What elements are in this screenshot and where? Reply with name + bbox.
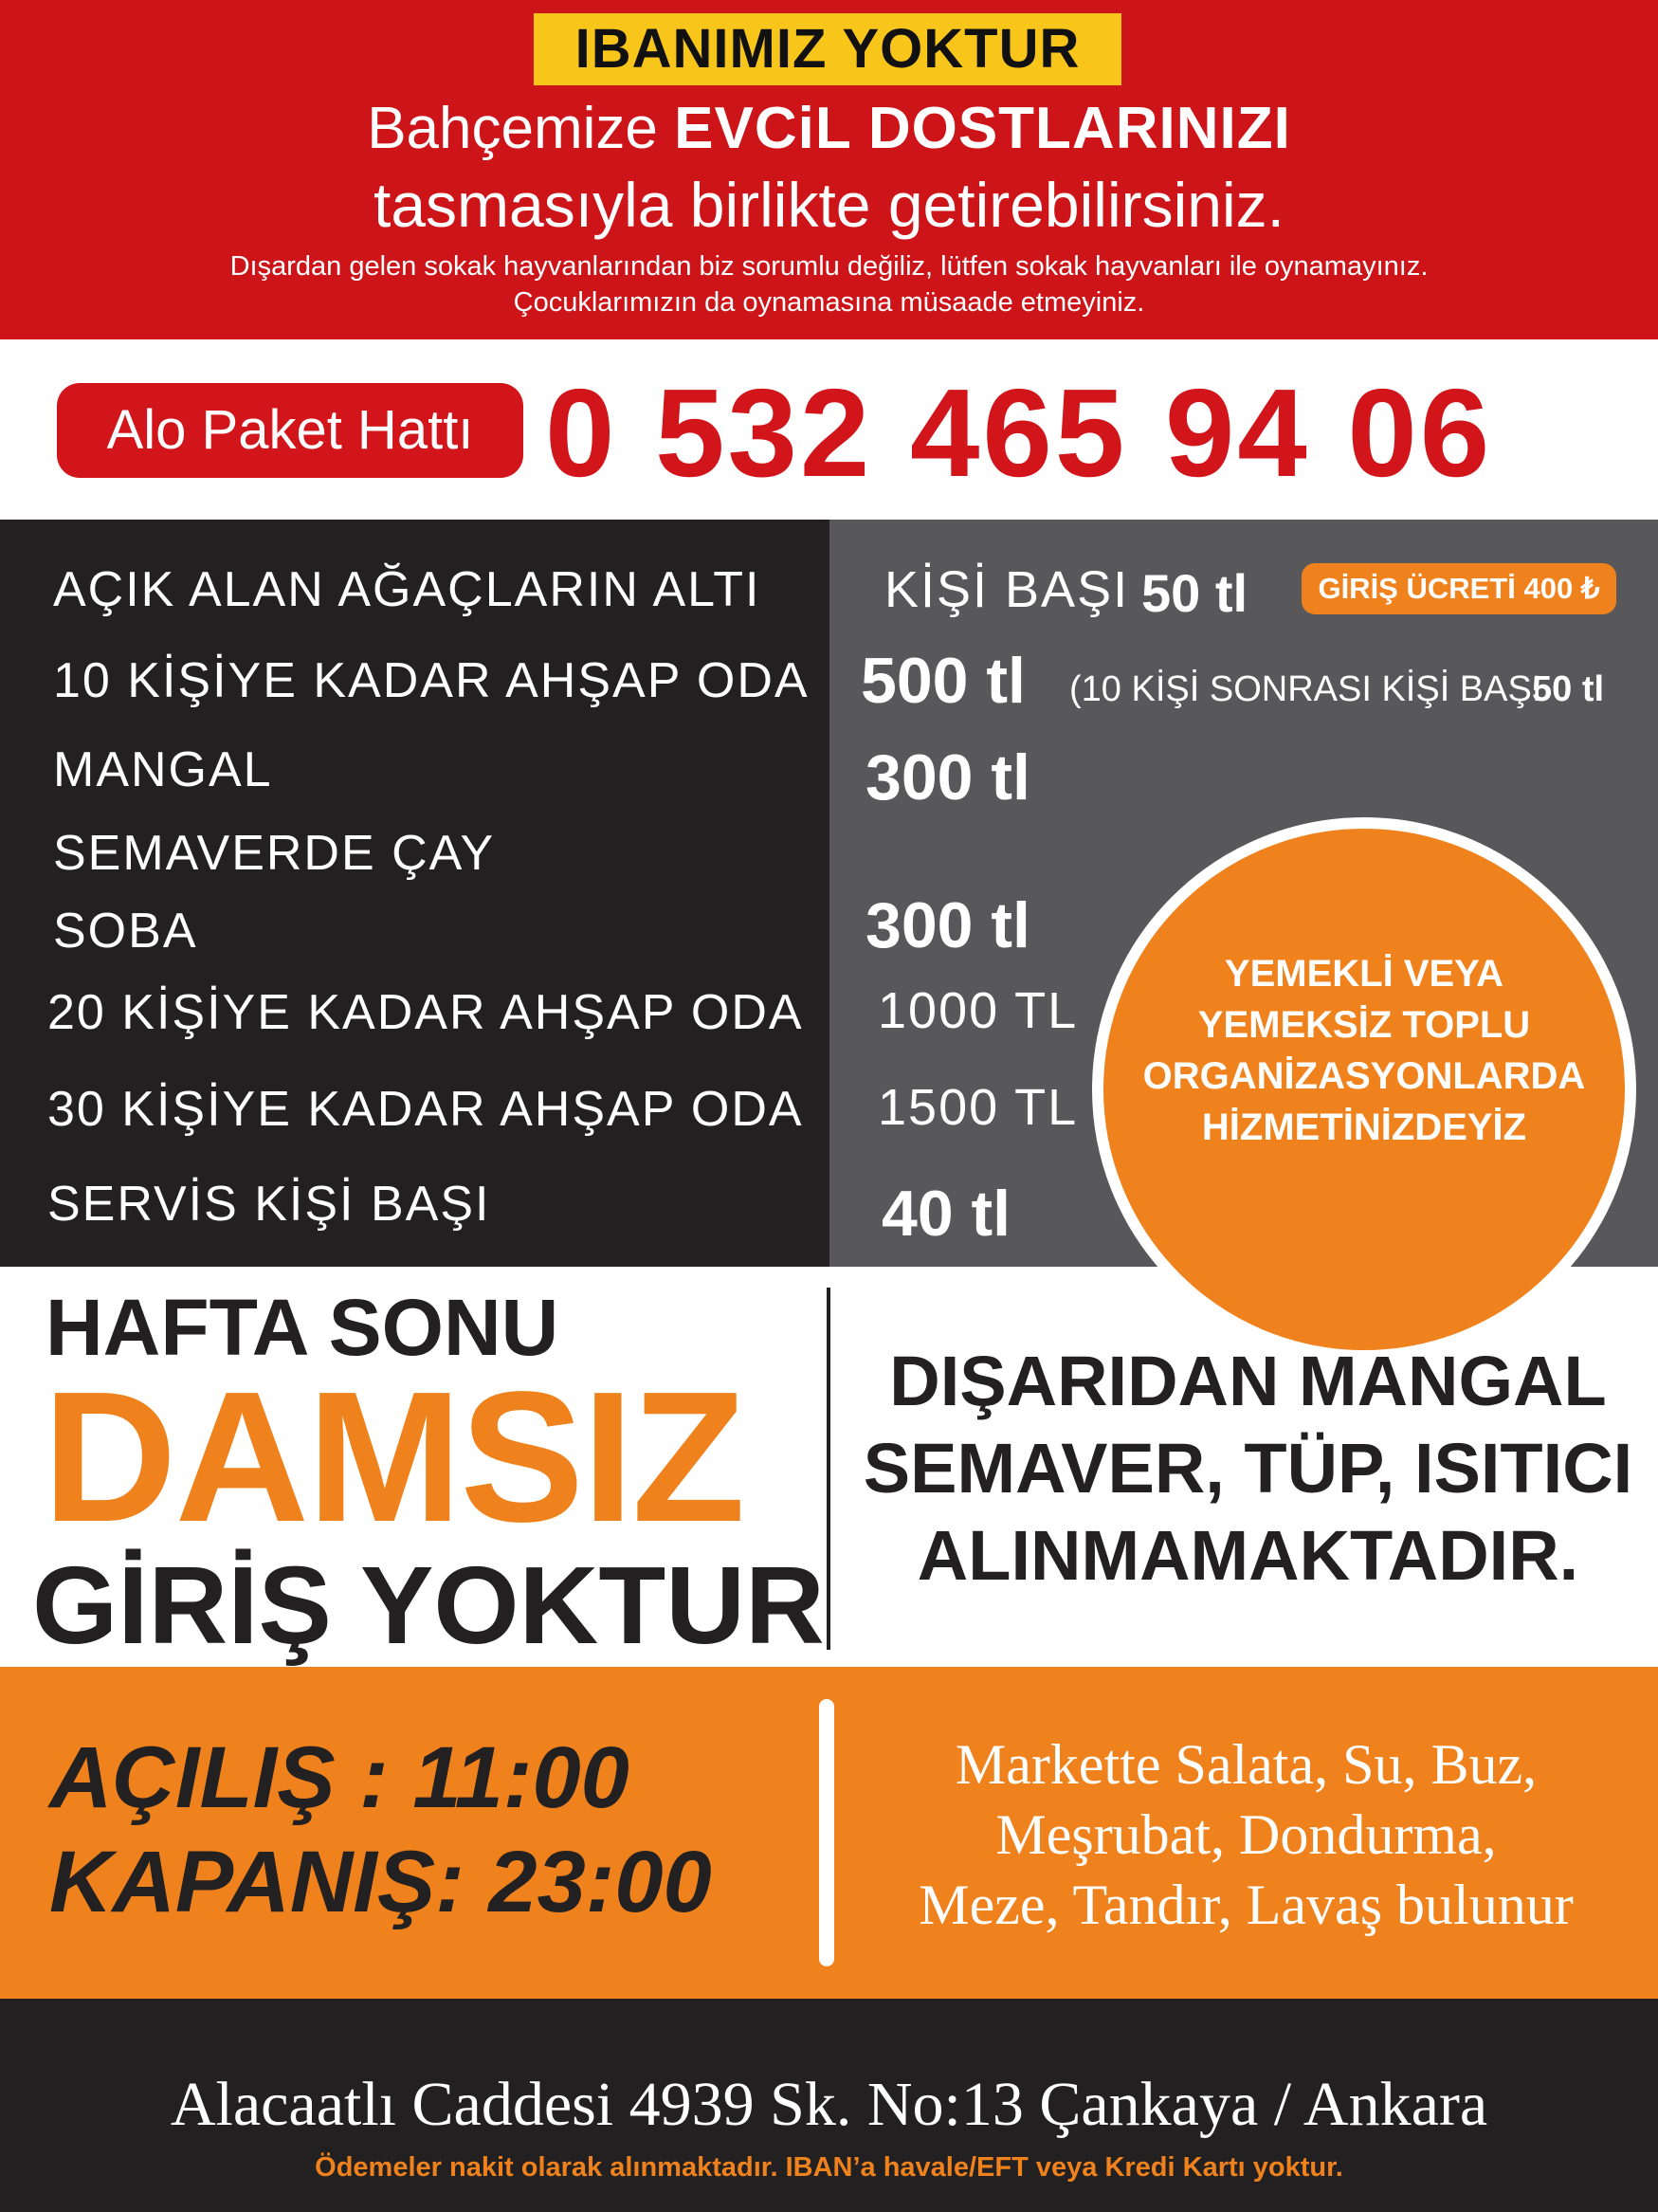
- per-person-label: KİŞİ BAŞI: [884, 561, 1130, 618]
- market-line-3: Meze, Tandır, Lavaş bulunur: [919, 1874, 1574, 1936]
- address: Alacaatlı Caddesi 4939 Sk. No:13 Çankaya / Ankara: [170, 2070, 1488, 2139]
- price-item-open-area: AÇIK ALAN AĞAÇLARIN ALTI: [53, 562, 761, 617]
- organization-line-1: YEMEKLİ VEYA: [1224, 953, 1504, 995]
- room-20-price: 1000 TL: [878, 982, 1079, 1039]
- market-line-2: Meşrubat, Dondurma,: [995, 1803, 1497, 1866]
- organization-line-4: HİZMETİNİZDEYİZ: [1201, 1106, 1527, 1148]
- service-price: 40 tl: [882, 1178, 1011, 1250]
- price-item-room-30: 30 KİŞİYE KADAR AHŞAP ODA: [47, 1082, 804, 1137]
- organization-line-3: ORGANİZASYONLARDA: [1142, 1055, 1586, 1097]
- entry-fee-badge: GİRİŞ ÜCRETİ 400 ₺: [1302, 563, 1616, 614]
- pets-headline-emphasis: EVCiL DOSTLARINIZI: [674, 96, 1291, 161]
- price-item-stove: SOBA: [53, 904, 198, 959]
- closing-time: KAPANIŞ: 23:00: [49, 1834, 712, 1930]
- room-10-extra-price: 50 tl: [1532, 669, 1605, 709]
- pets-headline-line1: [0, 91, 1658, 167]
- room-10-extra-note: (10 KİŞİ SONRASI KİŞİ BAŞI: [1069, 669, 1542, 709]
- price-item-tea: SEMAVERDE ÇAY: [53, 826, 496, 881]
- mangal-price: 300 tl: [865, 741, 1030, 814]
- open-area-price: 50 tl: [1141, 563, 1248, 623]
- price-list-items-panel: [0, 520, 829, 1267]
- stray-animals-notice-line2: Çocuklarımızın da oynamasına müsaade etmeyiniz.: [513, 287, 1145, 318]
- weekend-damsiz: DAMSIZ: [43, 1353, 744, 1561]
- middle-divider: [827, 1288, 830, 1650]
- room-10-price: 500 tl: [861, 645, 1026, 717]
- stray-animals-notice-line1: Dışardan gelen sokak hayvanlarından biz sorumlu değiliz, lütfen sokak hayvanları ile oynamayınız.: [229, 251, 1429, 282]
- pets-headline-line2: tasmasıyla birlikte getirebilirsiniz.: [374, 170, 1284, 240]
- payment-note: Ödemeler nakit olarak alınmaktadır. IBAN’a havale/EFT veya Kredi Kartı yoktur.: [315, 2152, 1343, 2183]
- price-item-room-10: 10 KİŞİYE KADAR AHŞAP ODA: [53, 653, 810, 708]
- price-item-mangal: MANGAL: [53, 742, 273, 797]
- hours-divider: [819, 1699, 834, 1966]
- price-item-service: SERVİS KİŞİ BAŞI: [47, 1177, 491, 1232]
- external-items-line-3: ALINMAMAKTADIR.: [917, 1516, 1579, 1595]
- organization-line-2: YEMEKSİZ TOPLU: [1197, 1004, 1531, 1046]
- weekend-heading: HAFTA SONU: [46, 1283, 559, 1372]
- room-30-price: 1500 TL: [878, 1079, 1079, 1136]
- external-items-line-2: SEMAVER, TÜP, ISITICI: [863, 1429, 1633, 1508]
- iban-badge: IBANIMIZ YOKTUR: [534, 13, 1121, 85]
- market-line-1: Markette Salata, Su, Buz,: [955, 1733, 1538, 1796]
- weekend-no-entry: GİRİŞ YOKTUR: [32, 1544, 825, 1667]
- price-item-room-20: 20 KİŞİYE KADAR AHŞAP ODA: [47, 985, 804, 1040]
- stove-price: 300 tl: [865, 889, 1030, 961]
- opening-time: AÇILIŞ : 11:00: [49, 1729, 629, 1826]
- phone-label-badge: Alo Paket Hattı: [57, 383, 523, 478]
- external-items-line-1: DIŞARIDAN MANGAL: [889, 1342, 1607, 1420]
- phone-number: 0 532 465 94 06: [545, 363, 1493, 503]
- pets-headline-prefix: Bahçemize: [367, 96, 675, 161]
